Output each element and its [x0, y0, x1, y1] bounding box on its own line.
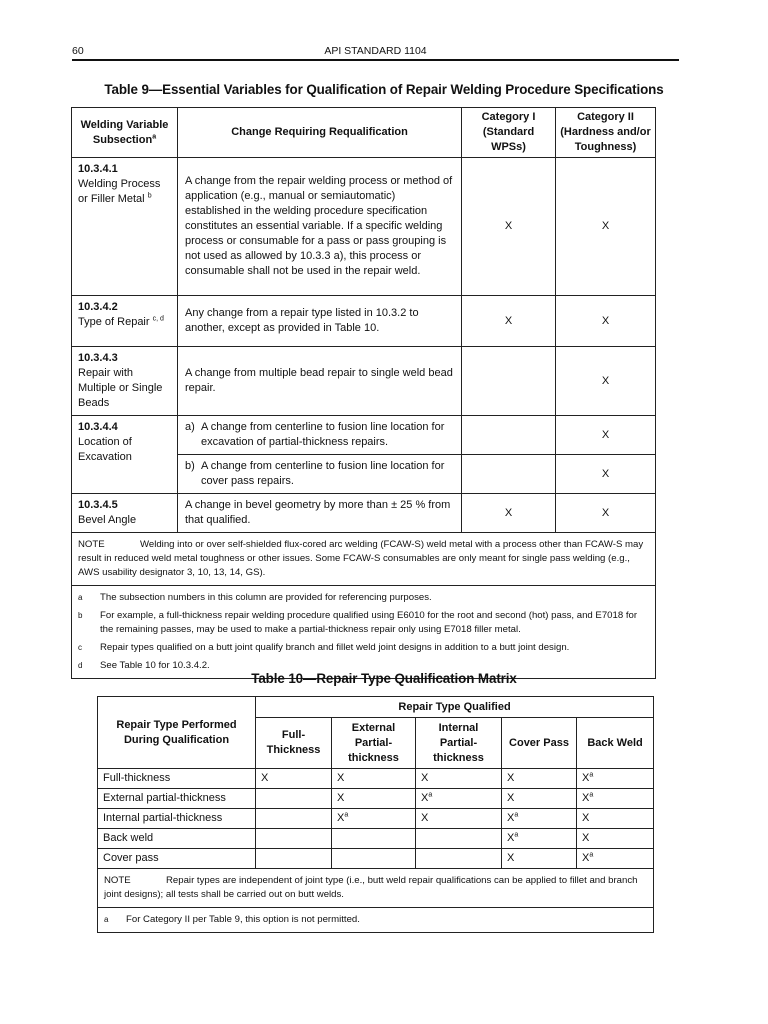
table9-col-subsection: Welding Variable Subsection$^a$: [72, 108, 178, 158]
table10-col-cover: Cover Pass: [502, 718, 577, 769]
matrix-cell: $X^a$: [502, 809, 577, 829]
subsection-cell: 10.3.4.2 Type of Repair $^{c, d}$: [72, 296, 178, 347]
table9-footnotes: [72, 586, 656, 679]
table10-col-external: External Partial-thickness: [332, 718, 416, 769]
row-label: Back weld: [98, 829, 256, 849]
matrix-cell: $X^a$: [332, 809, 416, 829]
table-row: [72, 416, 656, 455]
cat2-cell: X: [556, 455, 656, 494]
table-row: [72, 494, 656, 533]
cat1-cell: [462, 416, 556, 455]
cat1-cell: [462, 455, 556, 494]
cat2-cell: X: [556, 347, 656, 416]
matrix-cell: $X^a$: [577, 789, 654, 809]
matrix-cell: [256, 849, 332, 869]
matrix-cell: X: [502, 769, 577, 789]
table-row: [98, 829, 654, 849]
table10-note: NOTE Repair types are independent of joint type (i.e., butt weld repair qualifications can be applied to fillet and branch joint designs); all tests shall be carried out on butt welds.: [98, 869, 654, 908]
matrix-cell: X: [416, 809, 502, 829]
change-cell: A change in bevel geometry by more than ± 25 % from that qualified.: [178, 494, 462, 533]
matrix-cell: $X^a$: [502, 829, 577, 849]
table-row: [98, 789, 654, 809]
table10-col-full: Full-Thickness: [256, 718, 332, 769]
table9-col-change: Change Requiring Requalification: [178, 108, 462, 158]
table-row: [98, 809, 654, 829]
table10-footnote: a For Category II per Table 9, this option is not permitted.: [98, 908, 654, 933]
table-row: [98, 908, 654, 933]
cat1-cell: X: [462, 158, 556, 296]
table-row: [98, 869, 654, 908]
matrix-cell: X: [332, 769, 416, 789]
table10-col-internal: Internal Partial-thickness: [416, 718, 502, 769]
matrix-cell: [416, 849, 502, 869]
matrix-cell: [332, 849, 416, 869]
cat2-cell: X: [556, 158, 656, 296]
row-label: Cover pass: [98, 849, 256, 869]
table10-group-header: Repair Type Qualified: [256, 697, 654, 718]
footnote-d: d See Table 10 for 10.3.4.2.: [78, 660, 210, 671]
table9-note: NOTE Welding into or over self-shielded flux-cored arc welding (FCAW-S) weld metal with a process other than FCAW-S may result in reduced weld metal toughness or other issues. Some FCAW-S consumables are only meant for single pass welding (e.g., AWS usability designator 3, 10, 13, 14, GS).: [72, 533, 656, 586]
footnote-a: a The subsection numbers in this column are provided for referencing purposes.: [78, 592, 432, 603]
cat1-cell: [462, 347, 556, 416]
cat2-cell: X: [556, 296, 656, 347]
matrix-cell: X: [502, 849, 577, 869]
matrix-cell: $X^a$: [577, 849, 654, 869]
matrix-cell: $X^a$: [577, 769, 654, 789]
table9-col-cat2: Category II (Hardness and/or Toughness): [556, 108, 656, 158]
row-label: External partial-thickness: [98, 789, 256, 809]
matrix-cell: [256, 829, 332, 849]
subsection-cell: 10.3.4.4 Location of Excavation: [72, 416, 178, 494]
table-row: [72, 158, 656, 296]
footnote-c: c Repair types qualified on a butt joint qualify branch and fillet weld joint designs in addition to a butt joint design.: [78, 642, 570, 653]
matrix-cell: X: [577, 829, 654, 849]
cat2-cell: X: [556, 416, 656, 455]
table-row: [98, 849, 654, 869]
table10-col-performed: Repair Type Performed During Qualification: [98, 697, 256, 769]
row-label: Internal partial-thickness: [98, 809, 256, 829]
table9-title: Table 9—Essential Variables for Qualification of Repair Welding Procedure Specifications: [104, 82, 664, 97]
table9: [71, 107, 656, 679]
matrix-cell: X: [332, 789, 416, 809]
change-cell: A change from multiple bead repair to single weld bead repair.: [178, 347, 462, 416]
matrix-cell: [256, 809, 332, 829]
row-label: Full-thickness: [98, 769, 256, 789]
table-row: [98, 769, 654, 789]
table10: [97, 696, 654, 933]
table-row: [72, 347, 656, 416]
standard-name: API STANDARD 1104: [324, 45, 427, 57]
cat1-cell: X: [462, 296, 556, 347]
page-header: [72, 45, 679, 61]
table-row: [72, 586, 656, 679]
matrix-cell: X: [502, 789, 577, 809]
subsection-cell: 10.3.4.5 Bevel Angle: [72, 494, 178, 533]
footnote-b: b For example, a full-thickness repair welding procedure qualified using E6010 for the root and second (hot) pass, and E7018 for the remaining passes, may be used to make a partial-thickness repair only using E7018 filler metal.: [78, 610, 638, 635]
page-number: 60: [72, 45, 84, 57]
cat2-cell: X: [556, 494, 656, 533]
table10-title: Table 10—Repair Type Qualification Matrix: [251, 671, 517, 686]
matrix-cell: X: [416, 769, 502, 789]
matrix-cell: [256, 789, 332, 809]
change-cell-a: a) A change from centerline to fusion line location for excavation of partial-thickness repairs.: [178, 416, 462, 455]
matrix-cell: [332, 829, 416, 849]
table10-col-back: Back Weld: [577, 718, 654, 769]
subsection-cell: 10.3.4.1 Welding Process or Filler Metal $^b$: [72, 158, 178, 296]
change-cell: Any change from a repair type listed in 10.3.2 to another, except as provided in Table 10.: [178, 296, 462, 347]
matrix-cell: X: [256, 769, 332, 789]
matrix-cell: X: [577, 809, 654, 829]
subsection-cell: 10.3.4.3 Repair with Multiple or Single Beads: [72, 347, 178, 416]
table9-col-cat1: Category I (Standard WPSs): [462, 108, 556, 158]
cat1-cell: X: [462, 494, 556, 533]
matrix-cell: [416, 829, 502, 849]
table-row: [72, 296, 656, 347]
change-cell-b: b) A change from centerline to fusion line location for cover pass repairs.: [178, 455, 462, 494]
change-cell: A change from the repair welding process or method of application (e.g., manual or semiautomatic) established in the welding procedure specification constitutes an essential variable. If a specific welding process or consumable for a pass or pass grouping is not used as allowed by 10.3.3 a), this process or consumable shall not be used in the repair weld.: [178, 158, 462, 296]
matrix-cell: $X^a$: [416, 789, 502, 809]
table-row: [72, 533, 656, 586]
